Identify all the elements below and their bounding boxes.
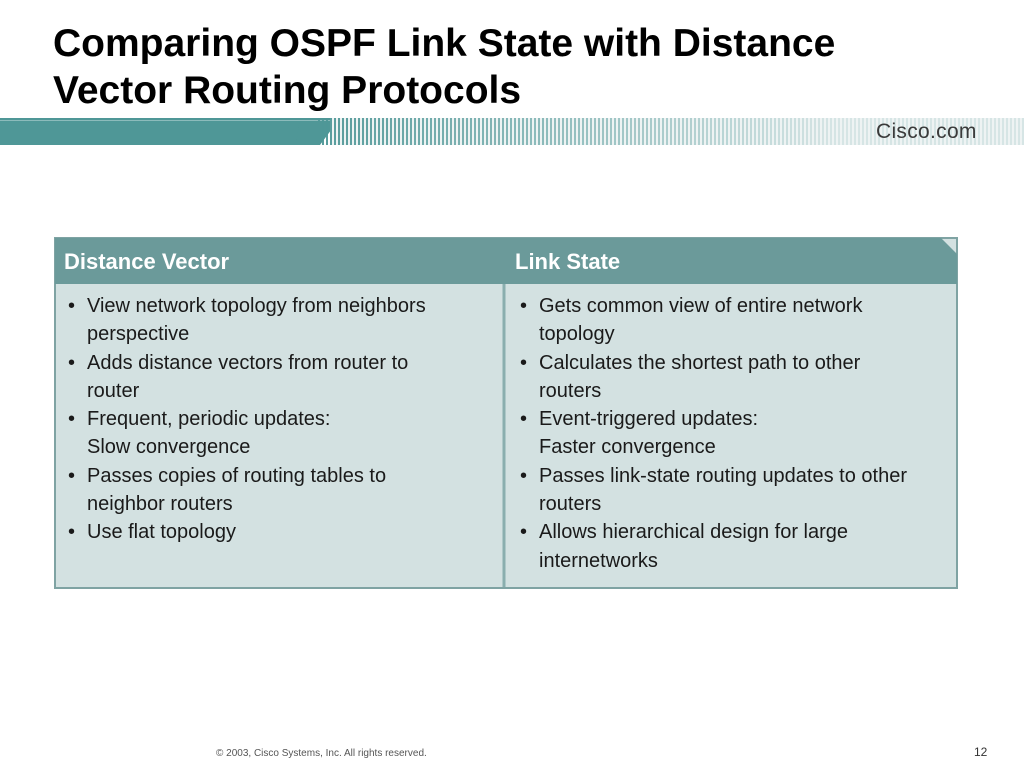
banner-graphic [0, 118, 1024, 145]
bullet-icon: • [520, 351, 528, 374]
title-line-1: Comparing OSPF Link State with Distance [53, 22, 836, 65]
list-item: • Calculates the shortest path to other routers [518, 349, 948, 406]
link-state-header: Link State [515, 249, 621, 274]
bullet-icon: • [520, 408, 528, 431]
title-line-2: Vector Routing Protocols [53, 69, 522, 112]
distance-vector-header: Distance Vector [64, 249, 230, 274]
list-item: • Gets common view of entire network topology [518, 292, 948, 349]
bullet-icon: • [68, 351, 76, 374]
copyright-text: © 2003, Cisco Systems, Inc. All rights reserved. [216, 748, 427, 759]
list-item: • Event-triggered updates: Faster convergence [518, 405, 948, 462]
list-item: • Use flat topology [66, 518, 496, 546]
cisco-logo: Cisco.com [876, 120, 977, 143]
header-banner [0, 118, 1024, 145]
comparison-table [54, 237, 958, 589]
bullet-icon: • [520, 464, 528, 487]
list-item: • View network topology from neighbors perspective [66, 292, 496, 349]
list-item: • Adds distance vectors from router to router [66, 349, 496, 406]
list-item: • Frequent, periodic updates: Slow convergence [66, 405, 496, 462]
bullet-icon: • [520, 295, 528, 317]
page-number: 12 [974, 745, 988, 759]
bullet-icon: • [68, 464, 76, 487]
link-state-list [518, 292, 948, 575]
bullet-icon: • [68, 408, 76, 431]
distance-vector-list [66, 292, 496, 547]
list-item: • Allows hierarchical design for large internetworks [518, 518, 948, 575]
slide-title [53, 20, 1013, 114]
list-item: • Passes link-state routing updates to other routers [518, 462, 948, 519]
bullet-icon: • [68, 521, 76, 544]
bullet-icon: • [68, 295, 76, 317]
list-item: • Passes copies of routing tables to neighbor routers [66, 462, 496, 519]
bullet-icon: • [520, 521, 528, 544]
